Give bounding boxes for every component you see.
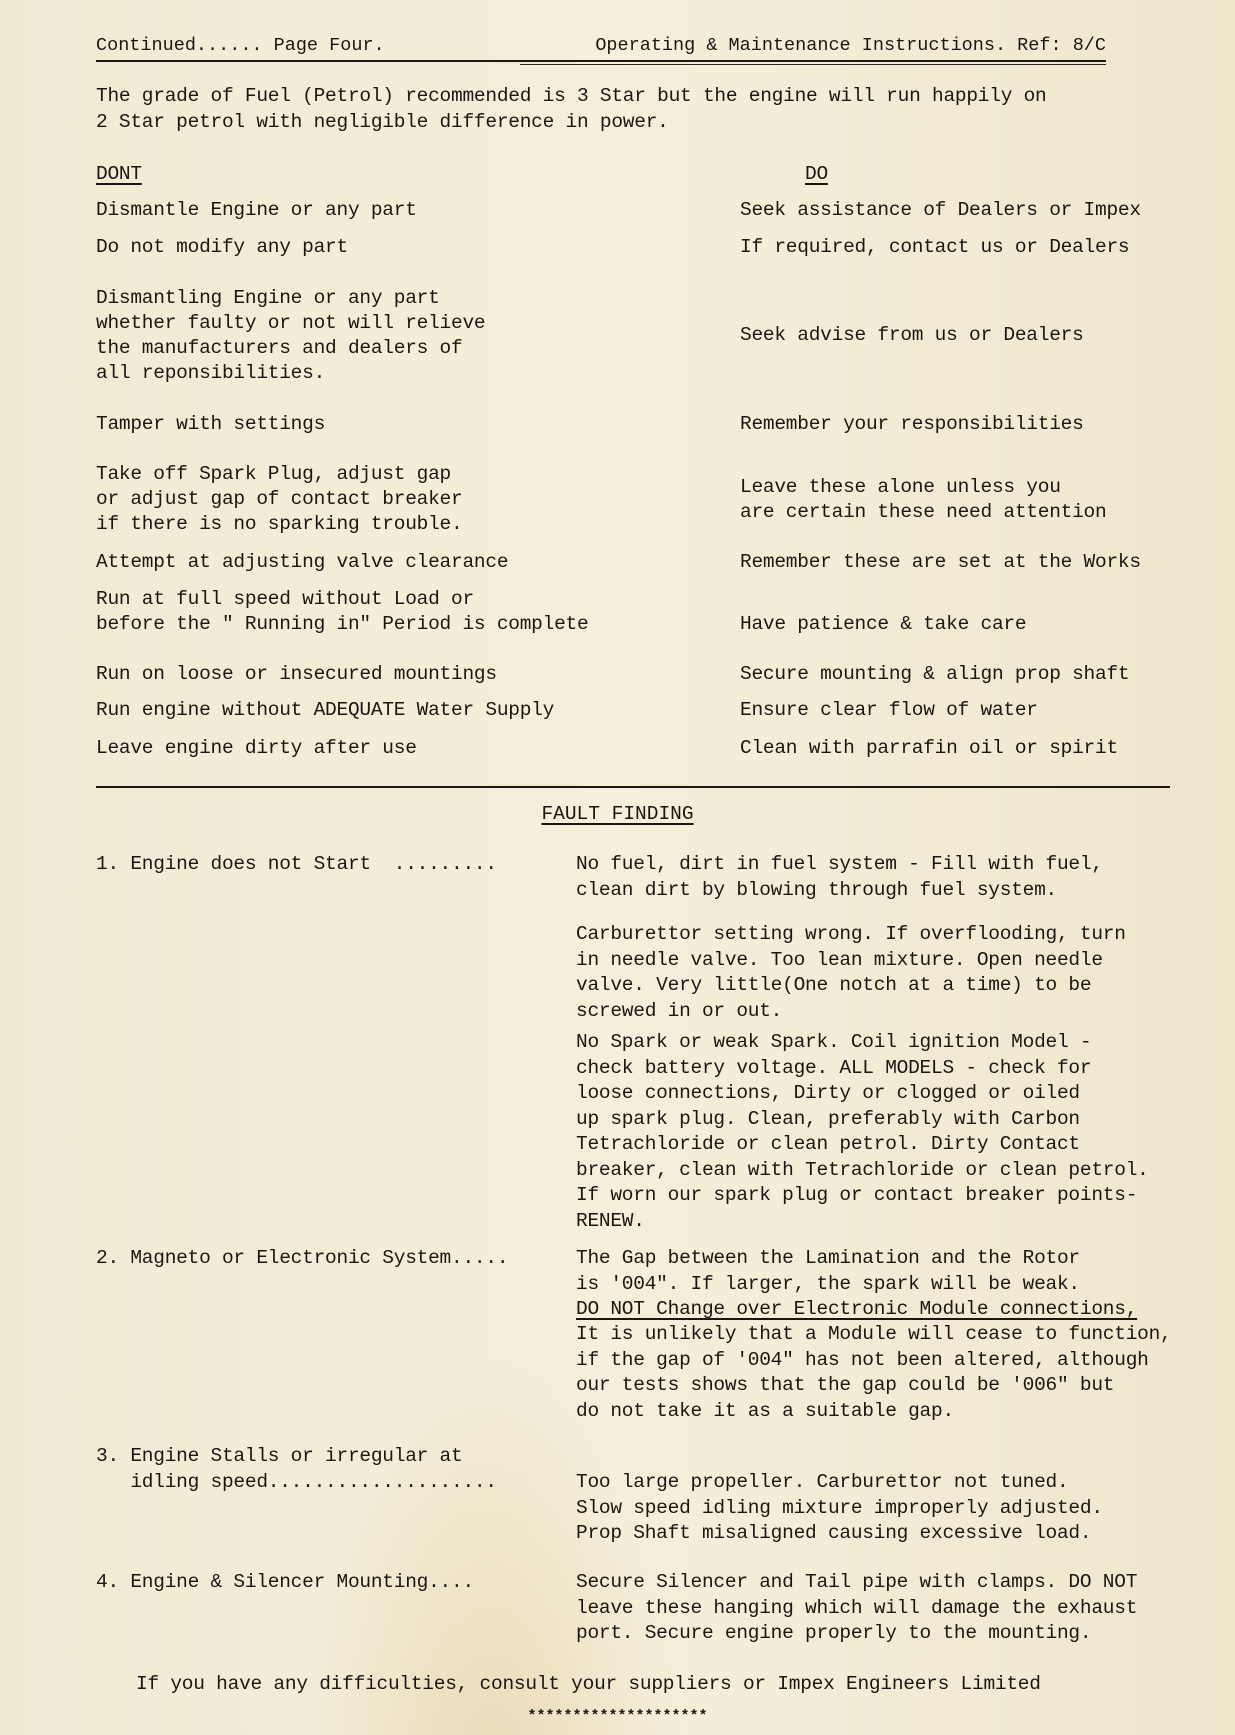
header-underline-secondary xyxy=(520,64,1106,65)
remedy-text: is '004". If larger, the spark will be weak. xyxy=(576,1272,1080,1295)
intro-line-1: The grade of Fuel (Petrol) recommended is 3 Star but the engine will run happily on xyxy=(96,85,1047,107)
fault-description: 2. Magneto or Electronic System..... xyxy=(96,1247,509,1269)
remedy-text: screwed in or out. xyxy=(576,999,783,1022)
dont-text: all reponsibilities. xyxy=(96,362,326,384)
remedy-text: Prop Shaft misaligned causing excessive load. xyxy=(576,1522,1092,1544)
do-text: If required, contact us or Dealers xyxy=(740,236,1130,258)
dont-text: Run at full speed without Load or xyxy=(96,588,474,610)
dont-text: Run engine without ADEQUATE Water Supply xyxy=(96,699,555,721)
remedy-text: RENEW. xyxy=(576,1209,645,1232)
remedy-text: No Spark or weak Spark. Coil ignition Model - xyxy=(576,1031,1092,1053)
footer-note: If you have any difficulties, consult your suppliers or Impex Engineers Limited xyxy=(136,1673,1041,1695)
remedy-text: If worn our spark plug or contact breaker points- xyxy=(576,1184,1138,1206)
remedy-text: if the gap of '004" has not been altered, although xyxy=(576,1348,1149,1371)
do-text: Remember your responsibilities xyxy=(740,413,1084,435)
do-text: are certain these need attention xyxy=(740,501,1107,523)
remedy-text: Secure Silencer and Tail pipe with clamps. DO NOT xyxy=(576,1571,1138,1593)
dont-text: Take off Spark Plug, adjust gap xyxy=(96,463,452,485)
remedy-text: up spark plug. Clean, preferably with Carbon xyxy=(576,1107,1080,1130)
page-header xyxy=(96,34,1106,58)
dont-text: the manufacturers and dealers of xyxy=(96,337,463,359)
do-text: Remember these are set at the Works xyxy=(740,551,1141,573)
dont-text: before the " Running in" Period is complete xyxy=(96,613,589,635)
fault-description: 4. Engine & Silencer Mounting.... xyxy=(96,1571,474,1593)
dont-text: Leave engine dirty after use xyxy=(96,737,417,759)
do-heading: DO xyxy=(805,163,828,185)
remedy-text: Slow speed idling mixture improperly adjusted. xyxy=(576,1496,1103,1519)
remedy-text: loose connections, Dirty or clogged or oiled xyxy=(576,1082,1080,1104)
dont-text: Dismantling Engine or any part xyxy=(96,287,440,309)
do-text: Seek advise from us or Dealers xyxy=(740,324,1084,346)
header-underline xyxy=(96,60,1106,62)
header-title-ref: Operating & Maintenance Instructions. Ref: 8/C xyxy=(595,35,1106,56)
remedy-text: No fuel, dirt in fuel system - Fill with fuel, xyxy=(576,853,1103,875)
remedy-text: clean dirt by blowing through fuel system. xyxy=(576,878,1057,901)
fault-description: idling speed.................... xyxy=(96,1471,497,1493)
do-text: Leave these alone unless you xyxy=(740,476,1061,498)
remedy-warning: DO NOT Change over Electronic Module connections, xyxy=(576,1298,1138,1320)
dont-text: Tamper with settings xyxy=(96,413,326,435)
remedy-text: breaker, clean with Tetrachloride or clean petrol. xyxy=(576,1158,1149,1181)
footer-stars: ******************** xyxy=(527,1708,708,1725)
fault-finding-heading: FAULT FINDING xyxy=(541,803,694,825)
do-text: Seek assistance of Dealers or Impex xyxy=(740,199,1141,221)
remedy-text: our tests shows that the gap could be '006" but xyxy=(576,1374,1115,1396)
remedy-text: The Gap between the Lamination and the Rotor xyxy=(576,1247,1080,1269)
fault-description: 1. Engine does not Start ......... xyxy=(96,853,497,875)
dont-text: Do not modify any part xyxy=(96,236,348,258)
dont-text: Attempt at adjusting valve clearance xyxy=(96,551,509,573)
remedy-text: Too large propeller. Carburettor not tuned. xyxy=(576,1471,1069,1493)
remedy-text: valve. Very little(One notch at a time) to be xyxy=(576,974,1092,996)
remedy-text: do not take it as a suitable gap. xyxy=(576,1399,954,1422)
dont-text: or adjust gap of contact breaker xyxy=(96,488,463,510)
do-text: Secure mounting & align prop shaft xyxy=(740,663,1130,685)
header-continued: Continued...... Page Four. xyxy=(96,35,385,56)
intro-line-2: 2 Star petrol with negligible difference in power. xyxy=(96,111,669,133)
do-text: Have patience & take care xyxy=(740,613,1027,635)
dont-text: whether faulty or not will relieve xyxy=(96,312,486,334)
remedy-text: leave these hanging which will damage the exhaust xyxy=(576,1596,1138,1619)
do-text: Clean with parrafin oil or spirit xyxy=(740,737,1118,759)
remedy-text: port. Secure engine properly to the mounting. xyxy=(576,1622,1092,1644)
do-text: Ensure clear flow of water xyxy=(740,699,1038,721)
section-divider xyxy=(96,786,1170,788)
remedy-text: It is unlikely that a Module will cease to function, xyxy=(576,1323,1172,1345)
remedy-text: Carburettor setting wrong. If overflooding, turn xyxy=(576,923,1126,945)
remedy-text: in needle valve. Too lean mixture. Open needle xyxy=(576,948,1103,971)
dont-text: Dismantle Engine or any part xyxy=(96,199,417,221)
fault-description: 3. Engine Stalls or irregular at xyxy=(96,1445,463,1467)
dont-text: if there is no sparking trouble. xyxy=(96,513,463,535)
remedy-text: check battery voltage. ALL MODELS - check for xyxy=(576,1056,1092,1079)
dont-text: Run on loose or insecured mountings xyxy=(96,663,497,685)
dont-heading: DONT xyxy=(96,163,142,185)
remedy-text: Tetrachloride or clean petrol. Dirty Contact xyxy=(576,1133,1080,1155)
